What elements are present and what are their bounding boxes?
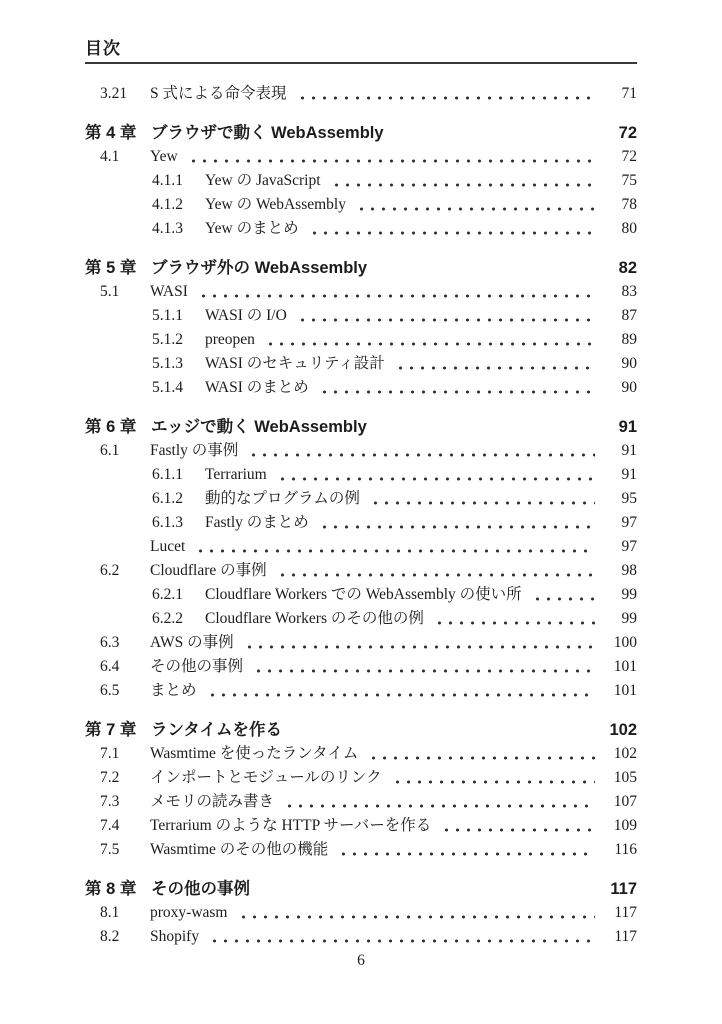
toc-row: [85, 462, 637, 486]
entry-title: Wasmtime のその他の機能: [150, 841, 329, 858]
toc-row: [85, 438, 637, 462]
toc-row: [85, 606, 637, 630]
entry-number: 4.1: [100, 148, 120, 165]
entry-page: 100: [613, 634, 637, 651]
toc-row: [85, 216, 637, 240]
entry-title: Cloudflare の事例: [150, 562, 267, 579]
header-rule: [85, 62, 637, 64]
dot-leader: [319, 524, 595, 530]
toc-row: [85, 192, 637, 216]
entry-number: 5.1: [100, 283, 120, 300]
entry-title: WASI: [150, 283, 188, 300]
entry-title: Shopify: [150, 928, 200, 945]
toc-row: [85, 168, 637, 192]
entry-title: WASI の I/O: [205, 307, 287, 324]
dot-leader: [248, 452, 595, 458]
dot-leader: [377, 428, 595, 434]
entry-number: 第 7 章: [85, 721, 137, 739]
entry-number: 4.1.3: [152, 220, 183, 237]
entry-title: AWS の事例: [150, 634, 234, 651]
toc-row: [85, 375, 637, 399]
entry-page: 102: [613, 745, 637, 762]
entry-number: 6.3: [100, 634, 120, 651]
entry-page: 97: [621, 514, 637, 531]
entry-number: 4.1.1: [152, 172, 183, 189]
dot-leader: [260, 890, 595, 896]
dot-leader: [392, 779, 595, 785]
entry-number: 5.1.1: [152, 307, 183, 324]
entry-title: S 式による命令表現: [150, 85, 287, 102]
toc-row: [85, 741, 637, 765]
toc-header: 目次: [85, 39, 121, 58]
entry-page: 91: [618, 418, 637, 436]
dot-leader: [265, 341, 595, 347]
entry-number: 6.1: [100, 442, 120, 459]
toc-row: [85, 582, 637, 606]
entry-title: Cloudflare Workers のその他の例: [205, 610, 424, 627]
toc-row: [85, 279, 637, 303]
dot-leader: [370, 500, 595, 506]
entry-number: 第 8 章: [85, 880, 137, 898]
toc-row: [85, 873, 637, 900]
entry-page: 72: [618, 124, 637, 142]
entry-number: 第 6 章: [85, 418, 137, 436]
entry-title: Fastly の事例: [150, 442, 239, 459]
entry-page: 90: [621, 355, 637, 372]
toc-row: [85, 486, 637, 510]
dot-leader: [377, 269, 595, 275]
entry-title: preopen: [205, 331, 255, 348]
toc-row: [85, 327, 637, 351]
entry-page: 91: [621, 466, 637, 483]
toc-row: [85, 351, 637, 375]
entry-title: Yew: [150, 148, 178, 165]
dot-leader: [292, 731, 595, 737]
entry-title: WASI のまとめ: [205, 379, 309, 396]
entry-title: まとめ: [150, 682, 197, 699]
entry-title: proxy-wasm: [150, 904, 228, 921]
entry-number: 7.2: [100, 769, 120, 786]
entry-title: Yew のまとめ: [205, 220, 299, 237]
toc-row: [85, 558, 637, 582]
entry-page: 101: [613, 682, 637, 699]
entry-page: 71: [621, 85, 637, 102]
entry-number: 7.5: [100, 841, 120, 858]
entry-title: その他の事例: [151, 880, 250, 898]
dot-leader: [331, 182, 595, 188]
dot-leader: [395, 365, 595, 371]
entry-page: 87: [621, 307, 637, 324]
entry-page: 105: [613, 769, 637, 786]
entry-page: 75: [621, 172, 637, 189]
toc-row: [85, 924, 637, 948]
dot-leader: [309, 230, 595, 236]
entry-number: 6.2: [100, 562, 120, 579]
toc-row: [85, 510, 637, 534]
entry-page: 117: [614, 904, 637, 921]
entry-title: エッジで動く WebAssembly: [151, 418, 367, 436]
entry-number: 7.3: [100, 793, 120, 810]
entry-page: 101: [613, 658, 637, 675]
entry-number: 5.1.2: [152, 331, 183, 348]
dot-leader: [238, 914, 596, 920]
entry-number: 6.4: [100, 658, 120, 675]
entry-page: 91: [621, 442, 637, 459]
toc-row: [85, 714, 637, 741]
toc-row: [85, 900, 637, 924]
toc-content: [85, 34, 637, 948]
entry-page: 109: [613, 817, 637, 834]
entry-title: 動的なプログラムの例: [205, 490, 360, 507]
entry-title: メモリの読み書き: [150, 793, 275, 810]
dot-leader: [434, 620, 595, 626]
entry-title: Fastly のまとめ: [205, 514, 309, 531]
entry-page: 99: [621, 610, 637, 627]
dot-leader: [368, 755, 595, 761]
entry-number: 6.1.2: [152, 490, 183, 507]
entry-title: その他の事例: [150, 658, 244, 675]
entry-page: 116: [614, 841, 637, 858]
entry-page: 82: [618, 259, 637, 277]
toc-row: [85, 654, 637, 678]
dot-leader: [297, 95, 596, 101]
toc-row: [85, 630, 637, 654]
entry-title: ランタイムを作る: [151, 721, 283, 739]
dot-leader: [188, 158, 595, 164]
entry-title: ブラウザで動く WebAssembly: [151, 124, 384, 142]
entry-page: 78: [621, 196, 637, 213]
entry-page: 90: [621, 379, 637, 396]
entry-page: 117: [610, 880, 637, 898]
entry-title: WASI のセキュリティ設計: [205, 355, 385, 372]
toc-row: [85, 303, 637, 327]
toc-list: [85, 81, 637, 948]
dot-leader: [532, 596, 595, 602]
entry-page: 99: [621, 586, 637, 603]
dot-leader: [253, 668, 595, 674]
dot-leader: [284, 803, 595, 809]
dot-leader: [394, 134, 595, 140]
dot-leader: [441, 827, 595, 833]
entry-page: 98: [621, 562, 637, 579]
toc-row: [85, 252, 637, 279]
entry-number: 6.1.3: [152, 514, 183, 531]
entry-number: 6.5: [100, 682, 120, 699]
entry-page: 102: [609, 721, 637, 739]
dot-leader: [356, 206, 595, 212]
toc-row: [85, 813, 637, 837]
entry-title: インポートとモジュールのリンク: [150, 769, 382, 786]
entry-title: Lucet: [150, 538, 186, 555]
toc-row: [85, 144, 637, 168]
entry-number: 6.1.1: [152, 466, 183, 483]
entry-number: 5.1.3: [152, 355, 183, 372]
entry-number: 7.1: [100, 745, 120, 762]
entry-title: ブラウザ外の WebAssembly: [151, 259, 368, 277]
entry-title: Terrarium のような HTTP サーバーを作る: [150, 817, 432, 834]
toc-row: [85, 411, 637, 438]
toc-row: [85, 765, 637, 789]
entry-number: 5.1.4: [152, 379, 183, 396]
entry-page: 83: [621, 283, 637, 300]
toc-row: [85, 117, 637, 144]
entry-title: Terrarium: [205, 466, 267, 483]
entry-title: Cloudflare Workers での WebAssembly の使い所: [205, 586, 522, 603]
entry-number: 6.2.1: [152, 586, 183, 603]
dot-leader: [338, 851, 595, 857]
dot-leader: [198, 293, 595, 299]
page-number: 6: [357, 952, 365, 969]
entry-number: 7.4: [100, 817, 120, 834]
toc-row: [85, 678, 637, 702]
toc-row: [85, 837, 637, 861]
dot-leader: [244, 644, 595, 650]
entry-number: 第 5 章: [85, 259, 137, 277]
entry-page: 97: [621, 538, 637, 555]
dot-leader: [195, 548, 595, 554]
entry-number: 8.2: [100, 928, 120, 945]
entry-page: 80: [621, 220, 637, 237]
entry-number: 6.2.2: [152, 610, 183, 627]
toc-row: [85, 534, 637, 558]
dot-leader: [207, 692, 595, 698]
entry-number: 第 4 章: [85, 124, 137, 142]
entry-title: Yew の JavaScript: [205, 172, 321, 189]
entry-page: 72: [621, 148, 637, 165]
entry-title: Yew の WebAssembly: [205, 196, 346, 213]
dot-leader: [277, 476, 595, 482]
entry-page: 89: [621, 331, 637, 348]
entry-page: 117: [614, 928, 637, 945]
entry-number: 8.1: [100, 904, 120, 921]
dot-leader: [297, 317, 595, 323]
dot-leader: [277, 572, 595, 578]
entry-title: Wasmtime を使ったランタイム: [150, 745, 359, 762]
toc-row: [85, 81, 637, 105]
entry-page: 95: [621, 490, 637, 507]
entry-number: 4.1.2: [152, 196, 183, 213]
dot-leader: [209, 938, 595, 944]
entry-number: 3.21: [100, 85, 128, 102]
toc-row: [85, 789, 637, 813]
entry-page: 107: [613, 793, 637, 810]
dot-leader: [319, 389, 595, 395]
